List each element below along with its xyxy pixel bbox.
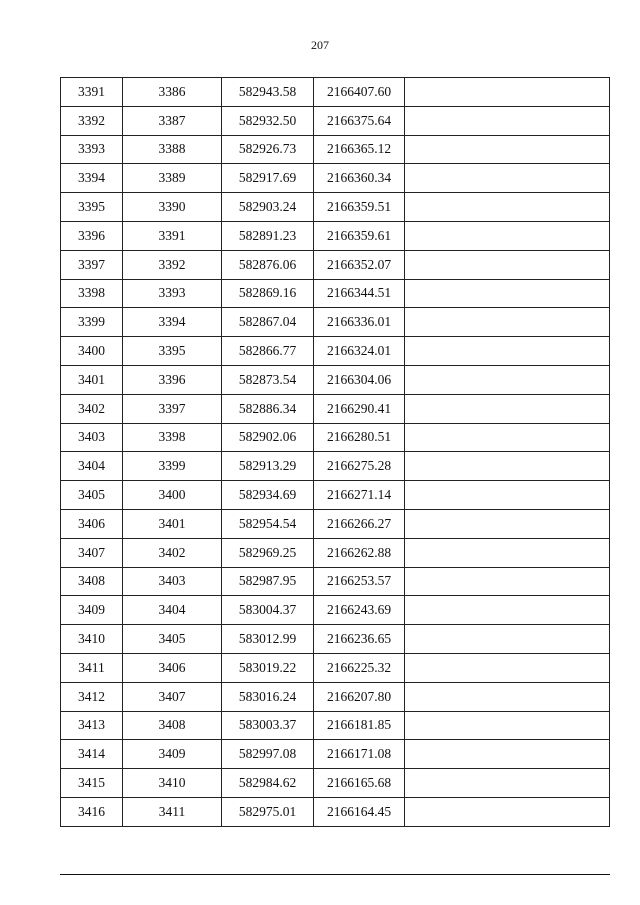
northing-cell: 2166262.88: [314, 538, 405, 567]
row-index-cell: 3402: [61, 394, 123, 423]
table-row: [61, 797, 610, 826]
remark-cell: [405, 106, 610, 135]
point-id-cell: 3394: [123, 308, 222, 337]
remark-cell: [405, 797, 610, 826]
table-row: [61, 596, 610, 625]
easting-cell: 583012.99: [222, 625, 314, 654]
point-id-cell: 3401: [123, 509, 222, 538]
point-id-cell: 3408: [123, 711, 222, 740]
easting-cell: 582891.23: [222, 221, 314, 250]
point-id-cell: 3406: [123, 653, 222, 682]
easting-cell: 582934.69: [222, 481, 314, 510]
point-id-cell: 3404: [123, 596, 222, 625]
easting-cell: 583016.24: [222, 682, 314, 711]
row-index-cell: 3392: [61, 106, 123, 135]
row-index-cell: 3413: [61, 711, 123, 740]
row-index-cell: 3404: [61, 452, 123, 481]
northing-cell: 2166164.45: [314, 797, 405, 826]
table-row: [61, 78, 610, 107]
easting-cell: 582902.06: [222, 423, 314, 452]
northing-cell: 2166352.07: [314, 250, 405, 279]
remark-cell: [405, 221, 610, 250]
table-row: [61, 567, 610, 596]
point-id-cell: 3399: [123, 452, 222, 481]
table-row: [61, 711, 610, 740]
northing-cell: 2166243.69: [314, 596, 405, 625]
easting-cell: 582943.58: [222, 78, 314, 107]
point-id-cell: 3387: [123, 106, 222, 135]
table-row: [61, 452, 610, 481]
point-id-cell: 3402: [123, 538, 222, 567]
page-number: 207: [311, 38, 329, 52]
point-id-cell: 3405: [123, 625, 222, 654]
northing-cell: 2166271.14: [314, 481, 405, 510]
point-id-cell: 3410: [123, 769, 222, 798]
table-row: [61, 653, 610, 682]
northing-cell: 2166275.28: [314, 452, 405, 481]
easting-cell: 582867.04: [222, 308, 314, 337]
easting-cell: 582903.24: [222, 193, 314, 222]
northing-cell: 2166165.68: [314, 769, 405, 798]
remark-cell: [405, 740, 610, 769]
point-id-cell: 3388: [123, 135, 222, 164]
remark-cell: [405, 481, 610, 510]
easting-cell: 582876.06: [222, 250, 314, 279]
easting-cell: 582869.16: [222, 279, 314, 308]
point-id-cell: 3393: [123, 279, 222, 308]
easting-cell: 583019.22: [222, 653, 314, 682]
remark-cell: [405, 394, 610, 423]
point-id-cell: 3392: [123, 250, 222, 279]
row-index-cell: 3403: [61, 423, 123, 452]
point-id-cell: 3411: [123, 797, 222, 826]
point-id-cell: 3390: [123, 193, 222, 222]
easting-cell: 582917.69: [222, 164, 314, 193]
northing-cell: 2166304.06: [314, 365, 405, 394]
northing-cell: 2166359.61: [314, 221, 405, 250]
table-row: [61, 365, 610, 394]
table-row: [61, 164, 610, 193]
table-row: [61, 250, 610, 279]
northing-cell: 2166280.51: [314, 423, 405, 452]
remark-cell: [405, 625, 610, 654]
northing-cell: 2166181.85: [314, 711, 405, 740]
point-id-cell: 3407: [123, 682, 222, 711]
row-index-cell: 3405: [61, 481, 123, 510]
row-index-cell: 3409: [61, 596, 123, 625]
remark-cell: [405, 711, 610, 740]
row-index-cell: 3396: [61, 221, 123, 250]
table-row: [61, 509, 610, 538]
northing-cell: 2166360.34: [314, 164, 405, 193]
row-index-cell: 3406: [61, 509, 123, 538]
row-index-cell: 3412: [61, 682, 123, 711]
northing-cell: 2166365.12: [314, 135, 405, 164]
row-index-cell: 3407: [61, 538, 123, 567]
remark-cell: [405, 509, 610, 538]
table-row: [61, 221, 610, 250]
remark-cell: [405, 596, 610, 625]
remark-cell: [405, 653, 610, 682]
northing-cell: 2166324.01: [314, 337, 405, 366]
remark-cell: [405, 164, 610, 193]
remark-cell: [405, 682, 610, 711]
remark-cell: [405, 78, 610, 107]
remark-cell: [405, 365, 610, 394]
coordinates-table: [60, 77, 610, 827]
table-row: [61, 279, 610, 308]
northing-cell: 2166290.41: [314, 394, 405, 423]
northing-cell: 2166171.08: [314, 740, 405, 769]
easting-cell: 582984.62: [222, 769, 314, 798]
row-index-cell: 3411: [61, 653, 123, 682]
table-row: [61, 538, 610, 567]
remark-cell: [405, 538, 610, 567]
northing-cell: 2166253.57: [314, 567, 405, 596]
row-index-cell: 3391: [61, 78, 123, 107]
row-index-cell: 3410: [61, 625, 123, 654]
footer-rule: [60, 874, 610, 875]
remark-cell: [405, 337, 610, 366]
easting-cell: 583004.37: [222, 596, 314, 625]
row-index-cell: 3408: [61, 567, 123, 596]
point-id-cell: 3397: [123, 394, 222, 423]
point-id-cell: 3386: [123, 78, 222, 107]
table-row: [61, 481, 610, 510]
row-index-cell: 3393: [61, 135, 123, 164]
easting-cell: 582954.54: [222, 509, 314, 538]
easting-cell: 582932.50: [222, 106, 314, 135]
point-id-cell: 3391: [123, 221, 222, 250]
northing-cell: 2166375.64: [314, 106, 405, 135]
table-row: [61, 682, 610, 711]
remark-cell: [405, 250, 610, 279]
point-id-cell: 3389: [123, 164, 222, 193]
northing-cell: 2166207.80: [314, 682, 405, 711]
point-id-cell: 3395: [123, 337, 222, 366]
easting-cell: 582969.25: [222, 538, 314, 567]
point-id-cell: 3403: [123, 567, 222, 596]
remark-cell: [405, 769, 610, 798]
row-index-cell: 3415: [61, 769, 123, 798]
remark-cell: [405, 135, 610, 164]
easting-cell: 582873.54: [222, 365, 314, 394]
remark-cell: [405, 193, 610, 222]
point-id-cell: 3400: [123, 481, 222, 510]
row-index-cell: 3394: [61, 164, 123, 193]
table-row: [61, 193, 610, 222]
remark-cell: [405, 308, 610, 337]
northing-cell: 2166266.27: [314, 509, 405, 538]
row-index-cell: 3414: [61, 740, 123, 769]
remark-cell: [405, 423, 610, 452]
northing-cell: 2166225.32: [314, 653, 405, 682]
table-row: [61, 740, 610, 769]
row-index-cell: 3399: [61, 308, 123, 337]
easting-cell: 583003.37: [222, 711, 314, 740]
point-id-cell: 3409: [123, 740, 222, 769]
table-row: [61, 394, 610, 423]
easting-cell: 582987.95: [222, 567, 314, 596]
remark-cell: [405, 567, 610, 596]
northing-cell: 2166344.51: [314, 279, 405, 308]
easting-cell: 582975.01: [222, 797, 314, 826]
table-row: [61, 337, 610, 366]
row-index-cell: 3395: [61, 193, 123, 222]
point-id-cell: 3398: [123, 423, 222, 452]
row-index-cell: 3398: [61, 279, 123, 308]
northing-cell: 2166359.51: [314, 193, 405, 222]
table-row: [61, 423, 610, 452]
easting-cell: 582926.73: [222, 135, 314, 164]
point-id-cell: 3396: [123, 365, 222, 394]
row-index-cell: 3401: [61, 365, 123, 394]
row-index-cell: 3400: [61, 337, 123, 366]
northing-cell: 2166336.01: [314, 308, 405, 337]
easting-cell: 582886.34: [222, 394, 314, 423]
easting-cell: 582866.77: [222, 337, 314, 366]
remark-cell: [405, 452, 610, 481]
easting-cell: 582913.29: [222, 452, 314, 481]
easting-cell: 582997.08: [222, 740, 314, 769]
table-row: [61, 769, 610, 798]
remark-cell: [405, 279, 610, 308]
row-index-cell: 3397: [61, 250, 123, 279]
coordinates-table-body: [61, 78, 610, 827]
table-row: [61, 308, 610, 337]
table-row: [61, 135, 610, 164]
table-row: [61, 625, 610, 654]
northing-cell: 2166236.65: [314, 625, 405, 654]
northing-cell: 2166407.60: [314, 78, 405, 107]
row-index-cell: 3416: [61, 797, 123, 826]
table-row: [61, 106, 610, 135]
